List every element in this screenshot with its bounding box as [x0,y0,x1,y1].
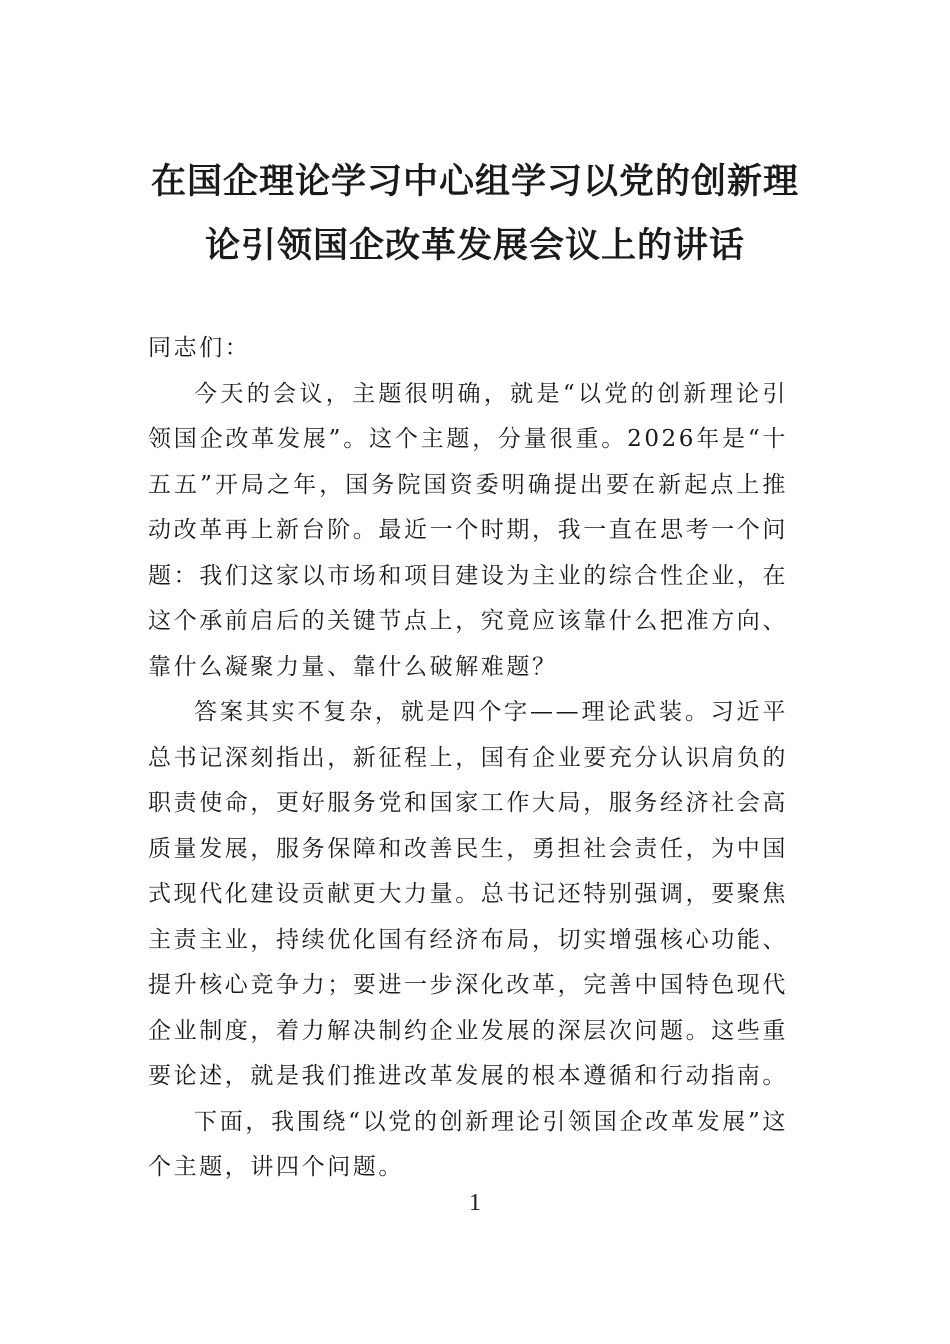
paragraph-2: 答案其实不复杂，就是四个字——理论武装。习近平总书记深刻指出，新征程上，国有企业要充分认识肩负的职责使命，更好服务党和国家工作大局，服务经济社会高质量发展，服务保障和改善民生，勇担社会责任，为中国式现代化建设贡献更大力量。总书记还特别强调，要聚焦主责主业，持续优化国有经济布局，切实增强核心功能、提升核心竞争力；要进一步深化改革，完善中国特色现代企业制度，着力解决制约企业发展的深层次问题。这些重要论述，就是我们推进改革发展的根本遵循和行动指南。 [148,699,788,1089]
document-title [140,150,810,278]
paragraph-1: 今天的会议，主题很明确，就是“以党的创新理论引领国企改革发展”。这个主题，分量很重。2026年是“十五五”开局之年，国务院国资委明确提出要在新起点上推动改革再上新台阶。最近一个时期，我一直在思考一个问题：我们这家以市场和项目建设为主业的综合性企业，在这个承前启后的关键节点上，究竟应该靠什么把准方向、靠什么凝聚力量、靠什么破解难题？ [148,380,788,680]
paragraph-3: 下面，我围绕“以党的创新理论引领国企改革发展”这个主题，讲四个问题。 [148,1108,788,1180]
salutation: 同志们： [148,335,251,361]
title-line-2: 论引领国企改革发展会议上的讲话 [204,226,745,266]
page-number: 1 [469,1190,481,1216]
title-line-1: 在国企理论学习中心组学习以党的创新理 [150,162,799,202]
document-body [148,326,788,1191]
